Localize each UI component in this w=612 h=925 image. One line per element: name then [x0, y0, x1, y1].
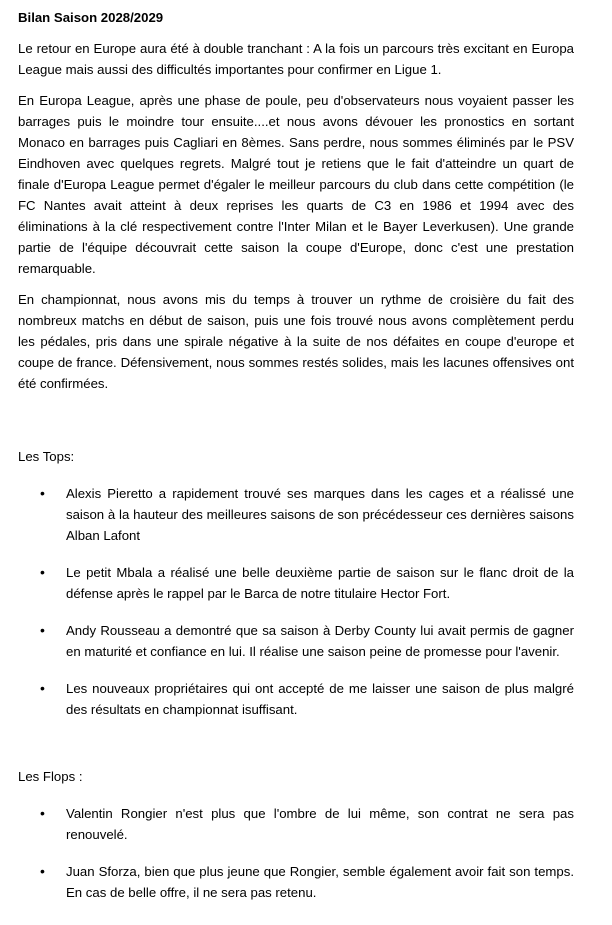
spacer	[18, 467, 574, 483]
list-item	[18, 620, 574, 662]
bullet-icon: •	[40, 680, 45, 696]
spacer	[18, 787, 574, 803]
bullet-icon: •	[40, 622, 45, 638]
document-title: Bilan Saison 2028/2029	[18, 10, 164, 25]
spacer	[18, 736, 574, 766]
bullet-icon: •	[40, 863, 45, 879]
list-item	[18, 678, 574, 720]
list-item	[18, 803, 574, 845]
list-item	[18, 562, 574, 604]
paragraph-championnat: En championnat, nous avons mis du temps à trouver un rythme de croisière du fait des nombreux matchs en début de saison, puis une fois trouvé nous avons complètement perdu les pédales, pris dans une spirale négative à la suite de nos défaites en coupe d'europe et coupe de france. Défensivement, nous sommes restés solides, mais les lacunes offensives ont été confirmées.	[18, 292, 574, 391]
list-item-text: Les nouveaux propriétaires qui ont accepté de me laisser une saison de plus malgré des résultats en championnat isuffisant.	[66, 681, 574, 717]
list-item	[18, 483, 574, 546]
tops-list	[18, 483, 574, 720]
paragraph-intro: Le retour en Europe aura été à double tranchant : A la fois un parcours très excitant en Europa League mais aussi des difficultés importantes pour confirmer en Ligue 1.	[18, 41, 574, 77]
bullet-icon: •	[40, 564, 45, 580]
list-item-text: Juan Sforza, bien que plus jeune que Rongier, semble également avoir fait son temps. En cas de belle offre, il ne sera pas retenu.	[66, 864, 574, 900]
paragraph-europa-league: En Europa League, après une phase de poule, peu d'observateurs nous voyaient passer les barrages puis le moindre tour ensuite....et nous avons dévouer les pronostics en sortant Monaco en barrages puis Cagliari en 8èmes. Sans perdre, nous sommes éliminés par le PSV Eindhoven avec quelques regrets. Malgré tout je retiens que le fait d'atteindre un quart de finale d'Europa League permet d'égaler le meilleur parcours du club dans cette compétition (le FC Nantes avait atteint à deux reprises les quarts de C3 en 1986 et 1994 avec des éliminations à la clé respectivement contre l'Inter Milan et le Bayer Leverkusen). Une grande partie de l'équipe découvrait cette saison la coupe d'Europe, donc c'est une prestation remarquable.	[18, 93, 574, 276]
list-item-text: Alexis Pieretto a rapidement trouvé ses marques dans les cages et a réalissé une saison à la hauteur des meilleures saisons de son précédesseur ces dernières saisons Alban Lafont	[66, 486, 574, 543]
flops-list	[18, 803, 574, 903]
list-item	[18, 861, 574, 903]
bullet-icon: •	[40, 485, 45, 501]
list-item-text: Valentin Rongier n'est plus que l'ombre de lui même, son contrat ne sera pas renouvelé.	[66, 806, 574, 842]
tops-heading: Les Tops:	[18, 449, 75, 464]
list-item-text: Le petit Mbala a réalisé une belle deuxième partie de saison sur le flanc droit de la défense après le rappel par le Barca de notre titulaire Hector Fort.	[66, 565, 574, 601]
document-page	[18, 8, 574, 919]
bullet-icon: •	[40, 805, 45, 821]
list-item-text: Andy Rousseau a demontré que sa saison à Derby County lui avait permis de gagner en maturité et confiance en lui. Il réalise une saison peine de promesse pour l'avenir.	[66, 623, 574, 659]
flops-heading: Les Flops :	[18, 769, 83, 784]
spacer	[18, 404, 574, 446]
